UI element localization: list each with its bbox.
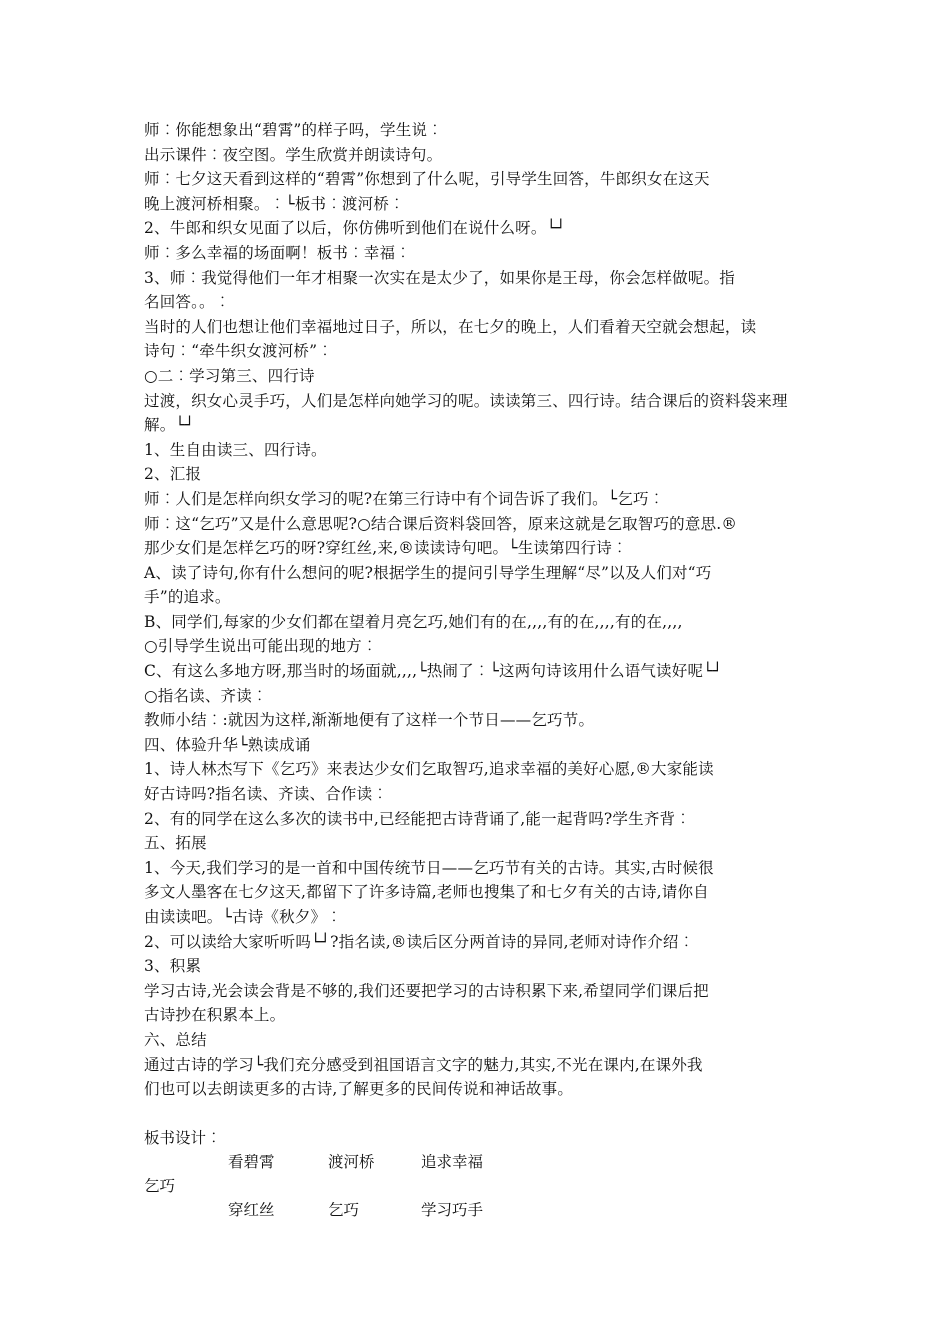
board-center: 乞巧 xyxy=(144,1177,176,1195)
text-line: 师︰多么幸福的场面啊！板书︰幸福︰ xyxy=(144,243,411,262)
text-line: 好古诗吗?指名读、齐读、合作读︰ xyxy=(144,785,389,804)
text-line: 师︰这“乞巧”又是什么意思呢?○结合课后资料袋回答，原来这就是乞取智巧的意思.® xyxy=(144,514,738,533)
text-line: 1、诗人林杰写下《乞巧》来表达少女们乞取智巧,追求幸福的美好心愿,®大家能读 xyxy=(144,760,714,779)
board-item: 看碧霄 xyxy=(228,1153,275,1171)
board-item: 乞巧 xyxy=(328,1201,360,1219)
text-line: 过渡，织女心灵手巧，人们是怎样向她学习的呢。读读第三、四行诗。结合课后的资料袋来理 xyxy=(144,391,788,410)
text-line: 手”的追求。 xyxy=(144,588,231,607)
text-line: 名回答。。︰ xyxy=(144,293,231,312)
text-line: 那少女们是怎样乞巧的呀?穿红丝,来,®读读诗句吧。└生读第四行诗︰ xyxy=(144,539,628,558)
board-item: 渡河桥 xyxy=(328,1153,375,1171)
section-heading: ○二︰学习第三、四行诗 xyxy=(144,366,315,385)
text-line: 教师小结︰:就因为这样,渐渐地便有了这样一个节日——乞巧节。 xyxy=(144,711,595,730)
text-line: 诗句︰“牵牛织女渡河桥”︰ xyxy=(144,342,333,361)
text-line: 2、汇报 xyxy=(144,465,202,484)
section-heading: 六、总结 xyxy=(144,1030,207,1049)
text-line: 们也可以去朗读更多的古诗,了解更多的民间传说和神话故事。 xyxy=(144,1080,574,1099)
board-item: 追求幸福 xyxy=(421,1153,484,1171)
text-line: ○指名读、齐读︰ xyxy=(144,686,268,705)
text-line: 2、牛郎和织女见面了以后，你仿佛听到他们在说什么呀。└┘ xyxy=(144,219,566,238)
text-line: 由读读吧。└古诗《秋夕》︰ xyxy=(144,908,342,926)
text-line: 3、积累 xyxy=(144,957,202,976)
text-line: 1、生自由读三、四行诗。 xyxy=(144,440,327,459)
text-line: 多文人墨客在七夕这天,都留下了许多诗篇,老师也搜集了和七夕有关的古诗,请你自 xyxy=(144,883,709,902)
board-title: 板书设计︰ xyxy=(144,1129,222,1147)
section-heading: 五、拓展 xyxy=(144,834,207,853)
lesson-body-text xyxy=(144,118,824,1102)
text-line: A、读了诗句,你有什么想问的呢?根据学生的提问引导学生理解“尽”以及人们对“巧 xyxy=(144,563,712,582)
text-line: 师︰人们是怎样向织女学习的呢?在第三行诗中有个词告诉了我们。└乞巧︰ xyxy=(144,489,665,508)
text-line: 当时的人们也想让他们幸福地过日子，所以，在七夕的晚上，人们看着天空就会想起，读 xyxy=(144,317,757,336)
text-line: 出示课件︰夜空图。学生欣赏并朗读诗句。 xyxy=(144,145,443,164)
text-line: 通过古诗的学习└我们充分感受到祖国语言文字的魅力,其实,不光在课内,在课外我 xyxy=(144,1055,703,1074)
text-line: ○引导学生说出可能出现的地方︰ xyxy=(144,637,378,656)
text-line: 2、有的同学在这么多次的读书中,已经能把古诗背诵了,能一起背吗?学生齐背︰ xyxy=(144,809,691,828)
section-heading: 四、体验升华└熟读成诵 xyxy=(144,735,311,754)
text-line: 古诗抄在积累本上。 xyxy=(144,1006,286,1025)
text-line: 晚上渡河桥相聚。︰└板书︰渡河桥︰ xyxy=(144,194,405,213)
text-line: 师︰你能想象出“碧霄”的样子吗，学生说︰ xyxy=(144,121,443,139)
board-item: 学习巧手 xyxy=(421,1201,484,1219)
text-line: 解。└┘ xyxy=(144,416,195,435)
text-line: B、同学们,每家的少女们都在望着月亮乞巧,她们有的在,,,,有的在,,,,有的在,,,, xyxy=(144,612,683,631)
text-line: 2、可以读给大家听听吗└┘?指名读,®读后区分两首诗的异同,老师对诗作介绍︰ xyxy=(144,932,695,951)
text-line: 1、今天,我们学习的是一首和中国传统节日——乞巧节有关的古诗。其实,古时候很 xyxy=(144,858,714,877)
text-line: 3、师︰我觉得他们一年才相聚一次实在是太少了，如果你是王母，你会怎样做呢。指 xyxy=(144,268,735,287)
text-line: 学习古诗,光会读会背是不够的,我们还要把学习的古诗积累下来,希望同学们课后把 xyxy=(144,981,709,1000)
text-line: C、有这么多地方呀,那当时的场面就,,,,└热闹了︰└这两句诗该用什么语气读好呢└┘ xyxy=(144,662,723,681)
text-line: 师︰七夕这天看到这样的“碧霄”你想到了什么呢，引导学生回答，牛郎织女在这天 xyxy=(144,170,710,189)
board-item: 穿红丝 xyxy=(228,1201,275,1219)
